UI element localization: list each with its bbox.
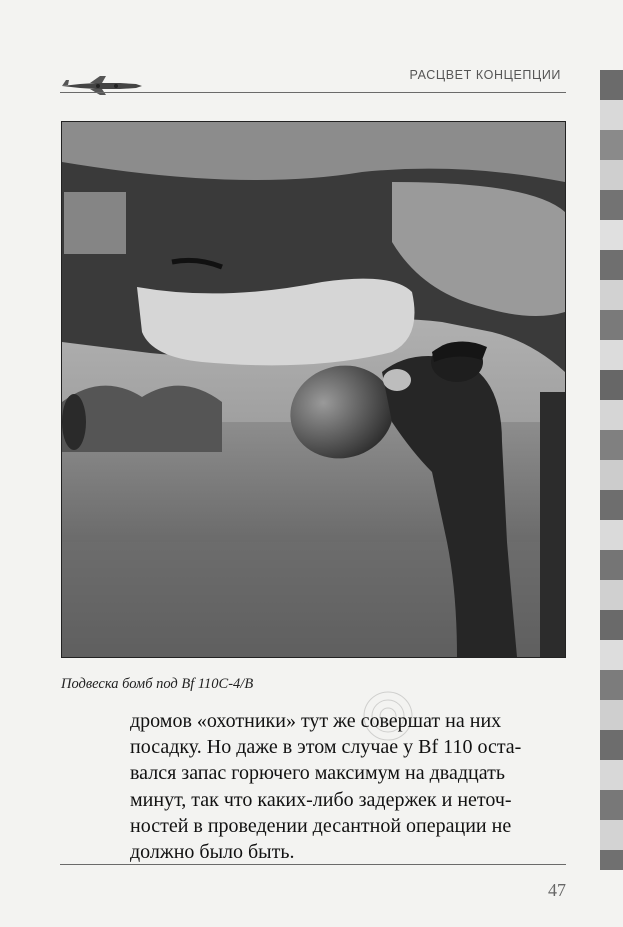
photo-caption: Подвеска бомб под Bf 110С-4/B [61,676,254,692]
body-paragraph [130,708,566,865]
body-line: дромов «охотники» тут же совершат на них [130,710,502,732]
body-line: должно было быть. [130,841,295,864]
body-line: минут, так что каких-либо задержек и неточ- [130,788,512,811]
running-header-title: РАСЦВЕТ КОНЦЕПЦИИ [409,68,561,82]
footer-divider [60,864,566,865]
body-line: вался запас горючего максимум на двадцать [130,762,505,785]
header-divider [60,92,566,93]
body-line: посадку. Но даже в этом случае у Bf 110 оста- [130,736,522,759]
body-line: ностей в проведении десантной операции не [130,814,512,837]
bomb-loading-photo [61,121,566,658]
page-edge-strip [600,70,623,900]
photo-illustration [62,122,565,657]
page-number: 47 [548,880,566,900]
